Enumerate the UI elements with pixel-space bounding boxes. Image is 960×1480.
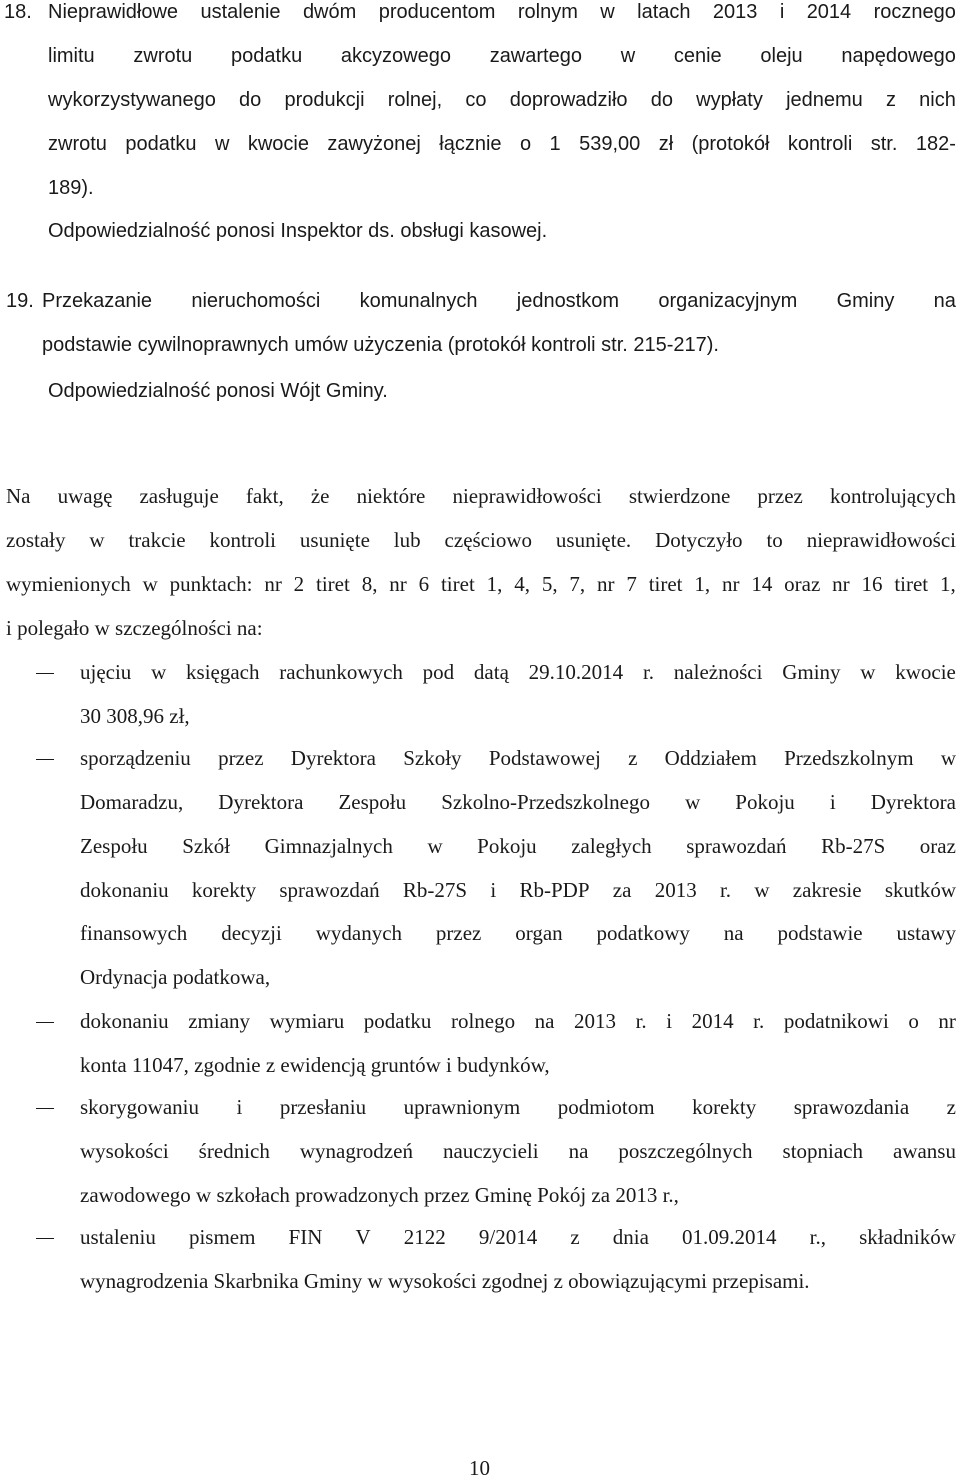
word: uprawnionym — [403, 1095, 521, 1119]
word: 29.10.2014 — [528, 660, 624, 684]
bullet-2-line: Ordynacja podatkowa, — [80, 965, 271, 989]
word: akcyzowego — [340, 45, 451, 67]
word: podstawie — [777, 921, 863, 945]
word: pismem — [188, 1225, 256, 1249]
word: r. — [719, 878, 732, 902]
word: z — [946, 1095, 956, 1119]
word: nr — [597, 572, 615, 596]
word: lub — [393, 528, 421, 552]
word: wymienionych — [6, 572, 131, 596]
word: 2 — [293, 572, 305, 596]
word: w — [600, 1, 615, 23]
word: wykorzystywanego — [48, 89, 216, 111]
word: napędowego — [841, 45, 956, 67]
word: Pokoju — [735, 790, 795, 814]
word: Zespołu — [80, 834, 148, 858]
word: fakt, — [245, 484, 284, 508]
word: oraz — [919, 834, 956, 858]
word: ustaleniu — [80, 1225, 156, 1249]
word: Szkoły — [403, 746, 462, 770]
word: uwagę — [57, 484, 113, 508]
word: Dyrektora — [870, 790, 956, 814]
word: zaległych — [571, 834, 652, 858]
word: przez — [757, 484, 803, 508]
word: awansu — [893, 1139, 956, 1163]
word: r. — [753, 1009, 765, 1033]
word: rachunkowych — [279, 660, 403, 684]
word: nr — [721, 572, 740, 596]
word: przesłaniu — [279, 1095, 367, 1119]
word: decyzji — [221, 921, 282, 945]
word: tiret — [316, 572, 350, 596]
word: wydanych — [315, 921, 403, 945]
word: kontroli — [209, 528, 276, 552]
word: wysokości — [80, 1139, 169, 1163]
word: r. — [635, 1009, 647, 1033]
bullet-dash-icon — [36, 1108, 54, 1109]
word: 8, — [361, 572, 378, 596]
word: w — [151, 660, 167, 684]
word: Dyrektora — [290, 746, 376, 770]
word: produkcji — [284, 89, 365, 111]
bullet-2-line — [80, 834, 956, 858]
word: skutków — [884, 878, 956, 902]
word: w — [940, 746, 956, 770]
word: kontroli — [787, 133, 853, 155]
word: 7 — [626, 572, 637, 596]
bullet-dash-icon — [36, 759, 54, 760]
word: V — [355, 1225, 371, 1249]
page-number: 10 — [469, 1456, 490, 1480]
word: Domaradzu, — [80, 790, 184, 814]
word: Nieprawidłowe — [48, 1, 179, 23]
word: organizacyjnym — [658, 290, 798, 312]
word: 539,00 — [579, 133, 641, 155]
word: podatku — [125, 133, 197, 155]
word: kontrolujących — [829, 484, 956, 508]
summary-line — [6, 528, 956, 552]
word: i — [829, 790, 836, 814]
word: wymiaru — [269, 1009, 345, 1033]
item-18-text-line — [48, 132, 956, 156]
word: z — [570, 1225, 580, 1249]
word: w — [754, 878, 770, 902]
word: producentom — [378, 1, 496, 23]
bullet-3-line — [80, 1009, 956, 1033]
word: w — [427, 834, 443, 858]
word: łącznie — [439, 133, 502, 155]
word: przez — [218, 746, 264, 770]
word: nr — [938, 1009, 956, 1033]
bullet-dash-icon — [36, 1022, 54, 1023]
word: stopniach — [782, 1139, 863, 1163]
word: 2014 — [806, 1, 852, 23]
word: 7, — [569, 572, 586, 596]
word: podatku — [231, 45, 303, 67]
word: nr — [264, 572, 282, 596]
word: nr — [832, 572, 850, 596]
word: nieprawidłowości — [806, 528, 956, 552]
word: zostały — [6, 528, 66, 552]
word: w — [685, 790, 701, 814]
bullet-dash-icon — [36, 673, 54, 674]
bullet-2-line — [80, 878, 956, 902]
word: Gminy — [782, 660, 841, 684]
word: latach — [637, 1, 691, 23]
word: usunięte — [299, 528, 370, 552]
word: jednostkom — [516, 290, 620, 312]
word: 01.09.2014 — [682, 1225, 777, 1249]
word: nr — [389, 572, 407, 596]
word: 14 — [751, 572, 773, 596]
word: doprowadziło — [509, 89, 628, 111]
word: FIN — [288, 1225, 323, 1249]
word: wypłaty — [696, 89, 763, 111]
word: 2013 — [712, 1, 758, 23]
item-19-responsibility: Odpowiedzialność ponosi Wójt Gminy. — [48, 380, 388, 402]
summary-line — [6, 484, 956, 508]
bullet-2-line — [80, 790, 956, 814]
item-18-text-line: 189). — [48, 177, 94, 199]
word: zawyżonej — [327, 133, 421, 155]
word: stwierdzone — [628, 484, 731, 508]
word: (protokół — [691, 133, 770, 155]
word: z — [628, 746, 638, 770]
word: ustalenie — [200, 1, 281, 23]
word: średnich — [198, 1139, 270, 1163]
word: o — [908, 1009, 919, 1033]
word: rocznego — [873, 1, 956, 23]
item-18-text-line — [48, 44, 956, 68]
word: sporządzeniu — [80, 746, 191, 770]
word: zwrotu — [48, 133, 107, 155]
word: składników — [859, 1225, 956, 1249]
word: 16 — [861, 572, 883, 596]
summary-line — [6, 572, 956, 596]
word: Przekazanie — [42, 290, 153, 312]
bullet-5-line — [80, 1225, 956, 1249]
word: sprawozdań — [279, 878, 380, 902]
word: 5, — [541, 572, 558, 596]
word: 6 — [418, 572, 430, 596]
word: wynagrodzeń — [299, 1139, 413, 1163]
word: 1, — [694, 572, 711, 596]
word: ujęciu — [80, 660, 132, 684]
word: tiret — [648, 572, 683, 596]
word: podatnikowi — [783, 1009, 889, 1033]
word: str. — [870, 133, 898, 155]
word: r., — [809, 1225, 826, 1249]
word: rolnego — [450, 1009, 516, 1033]
word: 182- — [915, 133, 956, 155]
word: 9/2014 — [478, 1225, 538, 1249]
word: limitu — [48, 45, 95, 67]
word: Rb-27S — [402, 878, 468, 902]
item-18-responsibility: Odpowiedzialność ponosi Inspektor ds. obsługi kasowej. — [48, 220, 548, 242]
word: cenie — [673, 45, 722, 67]
word: zmiany — [188, 1009, 251, 1033]
word: dokonaniu — [80, 1009, 169, 1033]
item-18-text-line — [48, 88, 956, 112]
bullet-dash-icon — [36, 1238, 54, 1239]
word: za — [612, 878, 632, 902]
bullet-1-line: 30 308,96 zł, — [80, 704, 190, 728]
word: punktach: — [169, 572, 253, 596]
item-19-text-line — [42, 289, 956, 313]
word: oraz — [784, 572, 821, 596]
word: sprawozdań — [686, 834, 787, 858]
word: w — [860, 660, 876, 684]
item-19-text-line: podstawie cywilnoprawnych umów użyczenia (protokół kontroli str. 215-217). — [42, 334, 719, 356]
word: skorygowaniu — [80, 1095, 199, 1119]
bullet-4-line — [80, 1095, 956, 1119]
word: Rb-PDP — [519, 878, 590, 902]
word: Gminy — [836, 290, 895, 312]
word: podmiotom — [557, 1095, 655, 1119]
word: zł — [658, 133, 674, 155]
bullet-5-line: wynagrodzenia Skarbnika Gminy w wysokości zgodnej z obowiązującymi przepisami. — [80, 1269, 810, 1293]
word: trakcie — [128, 528, 186, 552]
word: dnia — [612, 1225, 649, 1249]
item-19-number: 19. — [6, 290, 34, 312]
word: organ — [515, 921, 563, 945]
word: częściowo — [444, 528, 533, 552]
word: w — [214, 133, 230, 155]
word: Oddziałem — [664, 746, 757, 770]
word: kwocie — [247, 133, 309, 155]
word: usunięte. — [555, 528, 632, 552]
word: że — [310, 484, 330, 508]
word: Zespołu — [338, 790, 407, 814]
word: Pokoju — [477, 834, 537, 858]
word: oleju — [760, 45, 803, 67]
word: pod — [422, 660, 455, 684]
item-18-number: 18. — [4, 1, 32, 23]
bullet-2-line — [80, 746, 956, 770]
word: na — [723, 921, 744, 945]
bullet-1-line — [80, 660, 956, 684]
word: rolnej, — [387, 89, 443, 111]
word: Dyrektora — [218, 790, 304, 814]
word: 2013 — [574, 1009, 617, 1033]
word: podatku — [363, 1009, 432, 1033]
word: Na — [6, 484, 31, 508]
word: korekty — [692, 1095, 757, 1119]
summary-line: i polegało w szczególności na: — [6, 616, 263, 640]
word: rolnym — [517, 1, 578, 23]
word: tiret — [894, 572, 929, 596]
word: w — [89, 528, 105, 552]
word: i — [236, 1095, 243, 1119]
word: jednemu — [786, 89, 863, 111]
word: sprawozdania — [793, 1095, 910, 1119]
word: zawartego — [489, 45, 582, 67]
word: Szkół — [182, 834, 231, 858]
word: na — [933, 290, 956, 312]
word: nieprawidłowości — [452, 484, 602, 508]
word: komunalnych — [359, 290, 478, 312]
word: 1, — [486, 572, 503, 596]
word: w — [620, 45, 636, 67]
word: na — [568, 1139, 589, 1163]
word: 1, — [940, 572, 956, 596]
word: zasługuje — [139, 484, 219, 508]
word: 4, — [514, 572, 530, 596]
word: zwrotu — [133, 45, 193, 67]
word: Szkolno-Przedszkolnego — [441, 790, 650, 814]
bullet-4-line: zawodowego w szkołach prowadzonych przez Gminę Pokój za 2013 r., — [80, 1183, 679, 1207]
word: Rb-27S — [821, 834, 886, 858]
bullet-2-line — [80, 921, 956, 945]
word: o — [519, 133, 532, 155]
word: do — [650, 89, 673, 111]
word: finansowych — [80, 921, 188, 945]
word: korekty — [191, 878, 257, 902]
word: należności — [673, 660, 763, 684]
word: nauczycieli — [442, 1139, 539, 1163]
word: 1 — [549, 133, 561, 155]
word: co — [465, 89, 487, 111]
word: księgach — [186, 660, 260, 684]
word: podatkowy — [596, 921, 690, 945]
word: i — [779, 1, 785, 23]
word: i — [490, 878, 497, 902]
bullet-3-line: konta 11047, zgodnie z ewidencją gruntów i budynków, — [80, 1053, 550, 1077]
word: 2013 — [654, 878, 697, 902]
word: 2014 — [691, 1009, 734, 1033]
word: kwocie — [895, 660, 956, 684]
word: Gimnazjalnych — [264, 834, 393, 858]
word: na — [534, 1009, 555, 1033]
bullet-4-line — [80, 1139, 956, 1163]
word: r. — [642, 660, 655, 684]
word: nich — [919, 89, 956, 111]
word: z — [885, 89, 896, 111]
item-18-text-line — [48, 0, 956, 24]
word: nieruchomości — [191, 290, 321, 312]
word: do — [239, 89, 262, 111]
word: przez — [435, 921, 482, 945]
word: datą — [473, 660, 509, 684]
word: poszczególnych — [618, 1139, 753, 1163]
word: dokonaniu — [80, 878, 169, 902]
word: tiret — [440, 572, 475, 596]
word: Przedszkolnym — [784, 746, 914, 770]
word: to — [766, 528, 783, 552]
word: i — [666, 1009, 673, 1033]
word: dwóm — [302, 1, 357, 23]
word: ustawy — [896, 921, 956, 945]
word: niektóre — [356, 484, 426, 508]
word: Podstawowej — [488, 746, 601, 770]
word: zakresie — [792, 878, 862, 902]
word: Dotyczyło — [655, 528, 743, 552]
word: w — [142, 572, 158, 596]
word: 2122 — [403, 1225, 446, 1249]
